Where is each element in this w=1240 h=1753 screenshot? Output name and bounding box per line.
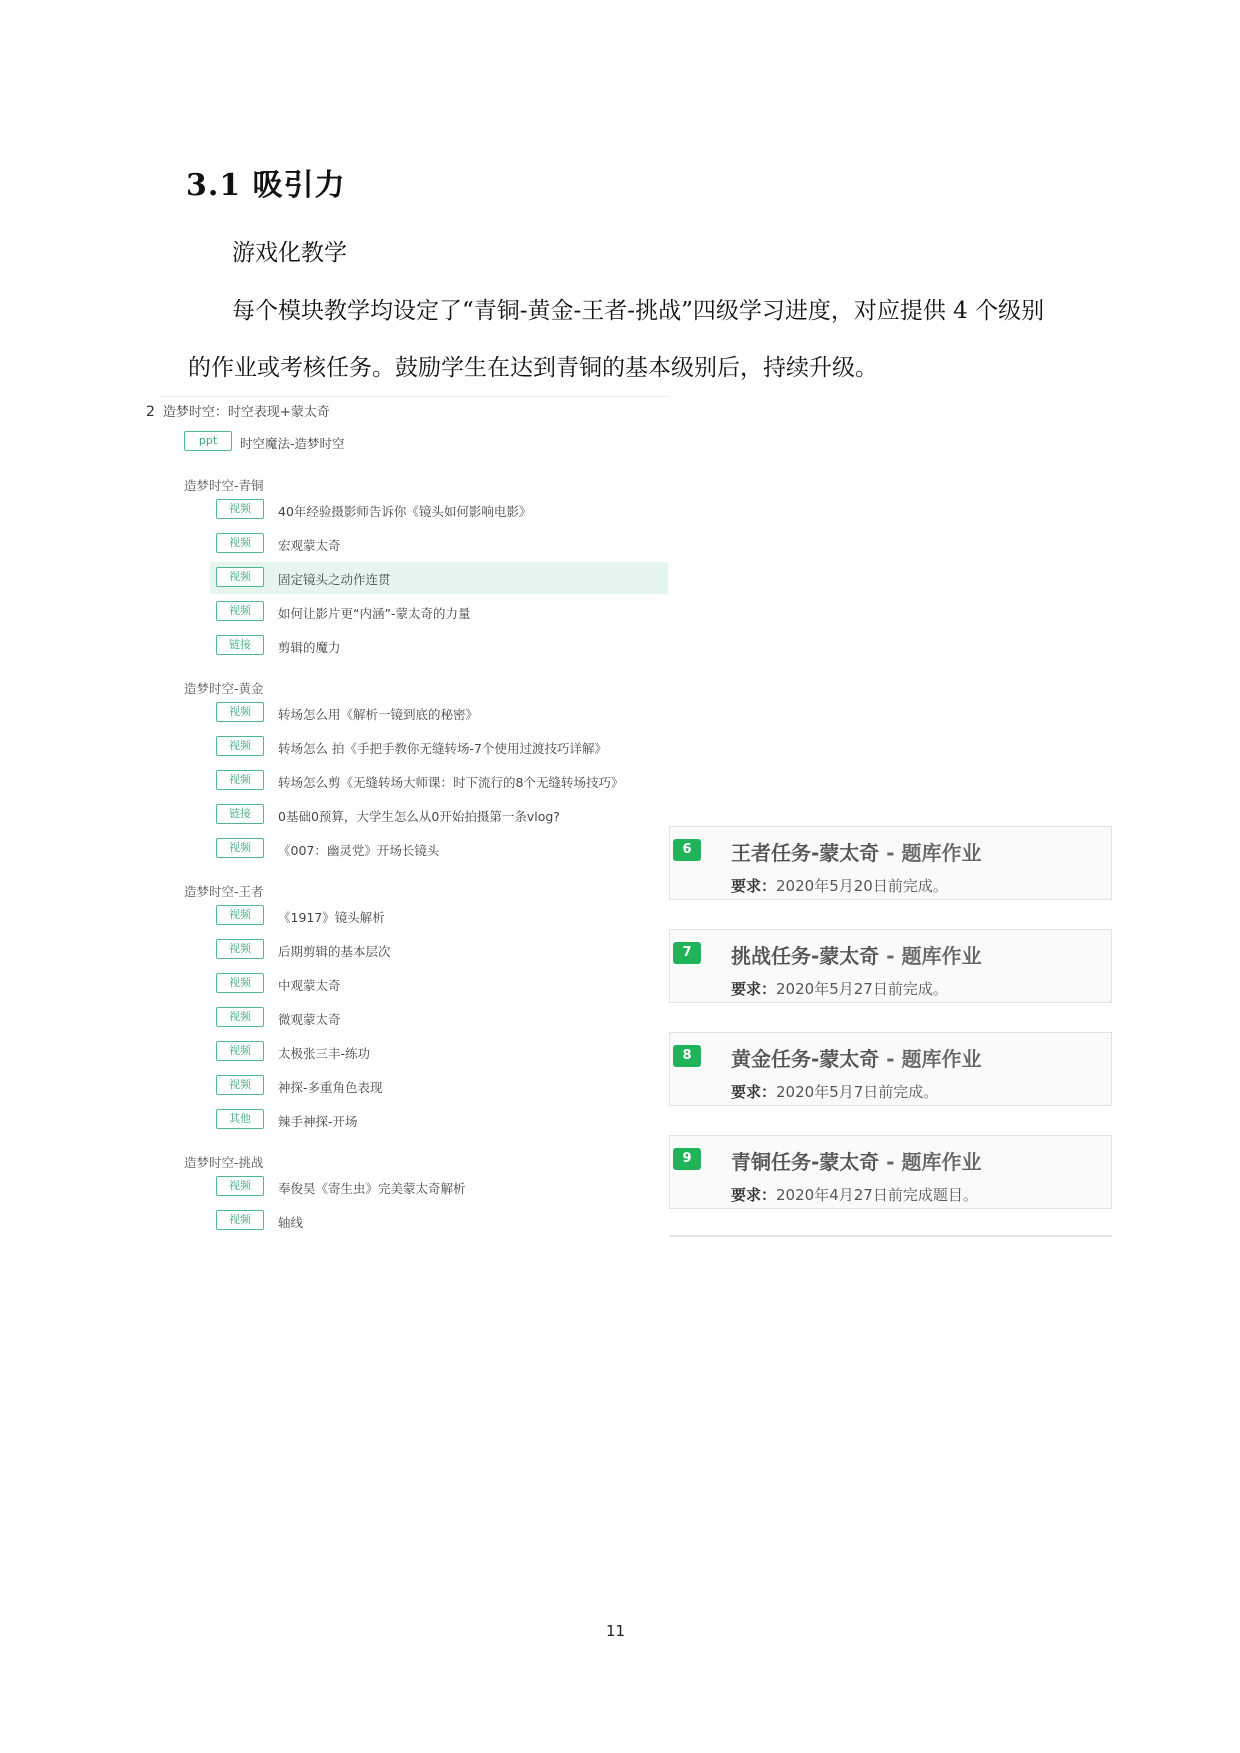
resource-tag: 视频 [216,533,264,553]
task-title-text: 青铜任务-蒙太奇 [731,1150,880,1174]
list-item[interactable] [142,833,668,865]
resource-tag: 视频 [216,770,264,790]
task-requirement [731,875,948,896]
list-item[interactable] [142,731,668,763]
requirement-label: 要求： [731,1186,777,1204]
list-item[interactable] [142,968,668,1000]
resource-tag: 视频 [216,1210,264,1230]
resource-title[interactable]: 如何让影片更“内涵”-蒙太奇的力量 [278,606,471,621]
requirement-label: 要求： [731,1083,777,1101]
task-title[interactable] [731,940,982,969]
task-card-bronze[interactable] [669,1135,1112,1209]
list-item[interactable] [142,596,668,628]
resource-tag: 视频 [216,838,264,858]
paragraph-line-1: 每个模块教学均设定了“青铜-黄金-王者-挑战”四级学习进度，对应提供 4 个级别 [232,298,1045,324]
resource-tag: 视频 [216,567,264,587]
list-item[interactable] [142,1002,668,1034]
outline-header [146,401,330,420]
group-title-king: 造梦时空-王者 [184,884,264,899]
resource-title[interactable]: 微观蒙太奇 [278,1012,341,1027]
resource-tag: 其他 [216,1109,264,1129]
resource-title[interactable]: 中观蒙太奇 [278,978,341,993]
resource-title[interactable]: 转场怎么 拍《手把手教你无缝转场-7个使用过渡技巧详解》 [278,741,607,756]
page-number: 11 [606,1622,626,1640]
task-title-text: 黄金任务-蒙太奇 [731,1047,880,1071]
resource-tag: 视频 [216,1007,264,1027]
resource-tag: ppt [184,431,232,451]
task-type: - 题库作业 [879,1047,982,1071]
resource-title[interactable]: 剪辑的魔力 [278,640,341,655]
task-requirement [731,1184,978,1205]
requirement-text: 2020年5月20日前完成。 [776,877,948,895]
list-item[interactable] [142,1036,668,1068]
task-requirement [731,1081,938,1102]
cards-divider [669,1235,1112,1237]
resource-title[interactable]: 固定镜头之动作连贯 [278,572,391,587]
list-item-selected[interactable] [142,562,668,594]
task-number-badge: 7 [673,942,701,964]
list-item[interactable] [142,765,668,797]
requirement-text: 2020年5月7日前完成。 [776,1083,939,1101]
intro-item[interactable] [142,426,668,458]
group-title-challenge: 造梦时空-挑战 [184,1155,264,1170]
group-title-bronze: 造梦时空-青铜 [184,478,264,493]
task-type: - 题库作业 [879,841,982,865]
resource-title[interactable]: 太极张三丰-练功 [278,1046,371,1061]
list-item[interactable] [142,630,668,662]
task-card-king[interactable] [669,826,1112,900]
course-outline [142,396,668,1246]
chapter-number: 2 [146,404,155,420]
resource-tag: 视频 [216,601,264,621]
list-item[interactable] [142,528,668,560]
resource-title[interactable]: 《007：幽灵党》开场长镜头 [278,843,440,858]
resource-title[interactable]: 宏观蒙太奇 [278,538,341,553]
resource-title[interactable]: 0基础0预算，大学生怎么从0开始拍摄第一条vlog? [278,809,560,824]
resource-title[interactable]: 奉俊昊《寄生虫》完美蒙太奇解析 [278,1181,466,1196]
resource-tag: 链接 [216,804,264,824]
resource-title[interactable]: 后期剪辑的基本层次 [278,944,391,959]
resource-title[interactable]: 神探-多重角色表现 [278,1080,383,1095]
outline-divider [160,396,668,397]
task-title[interactable] [731,1043,982,1072]
resource-tag: 视频 [216,939,264,959]
resource-tag: 视频 [216,702,264,722]
task-card-gold[interactable] [669,1032,1112,1106]
resource-tag: 视频 [216,736,264,756]
list-item[interactable] [142,900,668,932]
list-item[interactable] [142,1104,668,1136]
resource-title[interactable]: 40年经验摄影师告诉你《镜头如何影响电影》 [278,504,532,519]
requirement-label: 要求： [731,877,777,895]
chapter-title: 造梦时空：时空表现+蒙太奇 [162,405,330,420]
resource-tag: 视频 [216,499,264,519]
task-number-badge: 8 [673,1045,701,1067]
task-type: - 题库作业 [879,1150,982,1174]
list-item[interactable] [142,934,668,966]
list-item[interactable] [142,697,668,729]
resource-tag: 链接 [216,635,264,655]
resource-title[interactable]: 时空魔法-造梦时空 [240,436,345,451]
task-card-challenge[interactable] [669,929,1112,1003]
task-title-text: 挑战任务-蒙太奇 [731,944,880,968]
task-title-text: 王者任务-蒙太奇 [731,841,880,865]
resource-tag: 视频 [216,1075,264,1095]
section-title: 3.1 吸引力 [186,168,346,203]
group-title-gold: 造梦时空-黄金 [184,681,264,696]
resource-title[interactable]: 辣手神探-开场 [278,1114,358,1129]
resource-tag: 视频 [216,1041,264,1061]
paragraph-line-2: 的作业或考核任务。鼓励学生在达到青铜的基本级别后，持续升级。 [188,355,878,381]
list-item[interactable] [142,1171,668,1203]
requirement-text: 2020年4月27日前完成题目。 [776,1186,978,1204]
task-type: - 题库作业 [879,944,982,968]
task-title[interactable] [731,1146,982,1175]
list-item[interactable] [142,1070,668,1102]
requirement-text: 2020年5月27日前完成。 [776,980,948,998]
task-number-badge: 6 [673,839,701,861]
list-item[interactable] [142,799,668,831]
list-item[interactable] [142,1205,668,1237]
resource-tag: 视频 [216,973,264,993]
list-item[interactable] [142,494,668,526]
paragraph-subtitle: 游戏化教学 [232,240,347,266]
requirement-label: 要求： [731,980,777,998]
resource-title[interactable]: 转场怎么用《解析一镜到底的秘密》 [278,707,479,722]
task-title[interactable] [731,837,982,866]
task-requirement [731,978,948,999]
task-number-badge: 9 [673,1148,701,1170]
resource-title[interactable]: 转场怎么剪《无缝转场大师课：时下流行的8个无缝转场技巧》 [278,775,624,790]
resource-tag: 视频 [216,1176,264,1196]
resource-title[interactable]: 轴线 [278,1215,304,1230]
resource-tag: 视频 [216,905,264,925]
resource-title[interactable]: 《1917》镜头解析 [278,910,385,925]
